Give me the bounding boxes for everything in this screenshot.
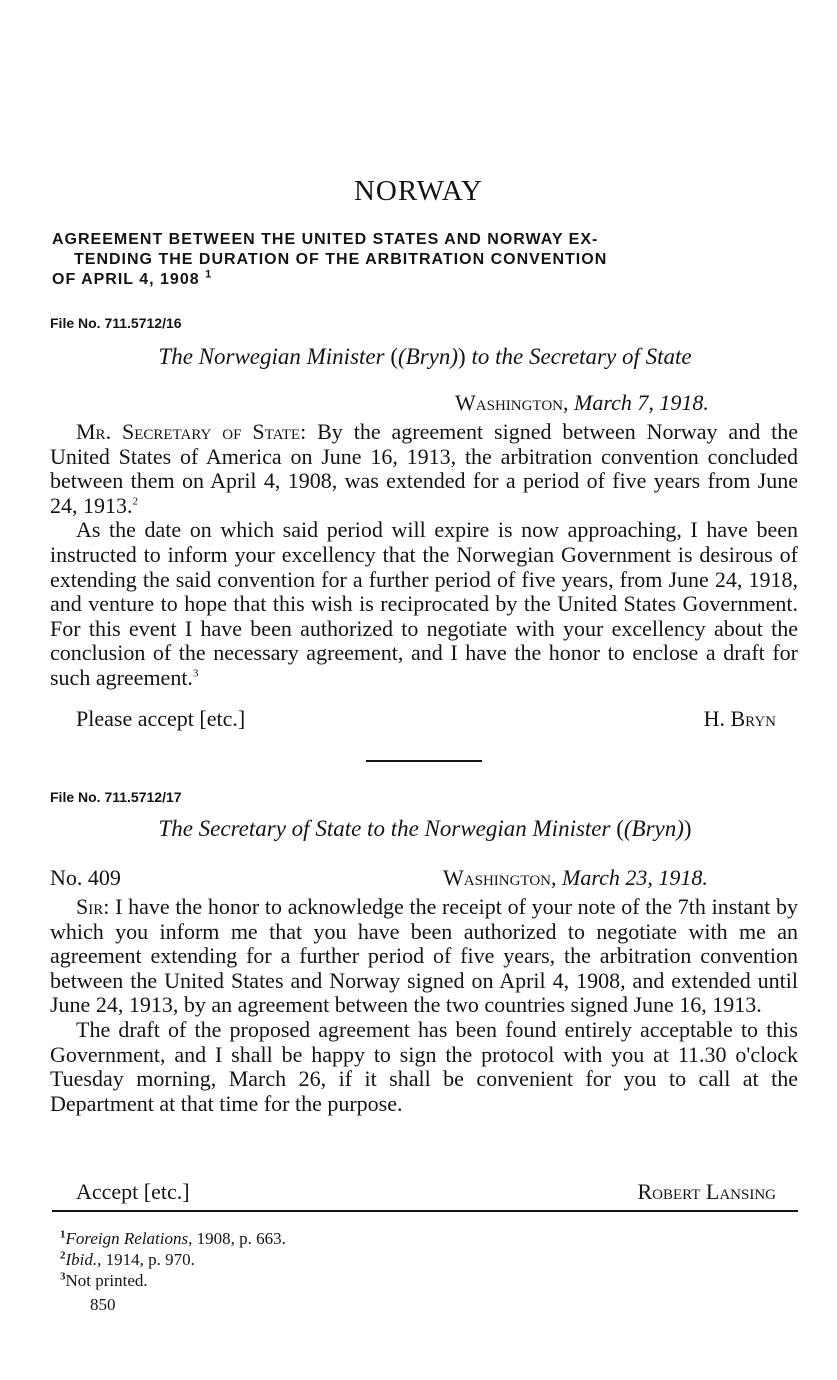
footnote-ref-2: 2 [132,495,138,508]
file-number-2: File No. 711.5712/17 [50,789,182,805]
letter-1-paragraph-1: Mr. Secretary of State: By the agreement signed between Norway and the United States of America on June 16, 1913, the arbitration convention concluded between them on April 4, 1908, was extended for a period of five years from June 24, 1913.$^2$ [50,419,798,518]
footnotes [60,1228,286,1291]
letter-2-p1-text: I have the honor to acknowledge the receipt of your note of the 7th instant by which you inform me that you have been authorized to negotiate with me an agreement extending for a further period of five years, the arbitration convention between the United States and Norway signed on April 4, 1908, and extended until June 24, 1913, by an agreement between the two countries signed June 16, 1913. [50,894,798,1018]
footnote-1-text: 1908, p. 663. [192,1229,286,1248]
footnote-2-source: Ibid., [65,1250,102,1269]
letter-1-closing [76,706,776,732]
letter-1-closing-text: Please accept [etc.] [76,706,246,731]
letter-2-p2-text: The draft of the proposed agreement has been found entirely acceptable to this Government, and I shall be happy to sign the protocol with you at 11.30 o'clock Tuesday morning, March 26, if it shall be convenient for you to call at the Department at that time for the purpose. [50,1016,798,1116]
letter-1-p2-text: As the date on which said period will expire is now approaching, I have been instructed to inform your excellency that the Norwegian Government is desirous of extending the said convention for a further period of five years, from June 24, 1918, and venture to hope that this wish is reciprocated by the United States Government. For this event I have been authorized to negotiate with your excellency about the conclusion of the necessary agreement, and I have the honor to enclose a draft for such agreement. [50,517,798,690]
footnote-1-mark: 1 [60,1228,66,1241]
letter-2-title: The Secretary of State to the Norwegian Minister ((Bryn)) [158,816,692,841]
heading-line-1: AGREEMENT BETWEEN THE UNITED STATES AND NORWAY EX- [52,231,599,248]
letter-1-signature: H. Bryn [703,706,776,731]
footnote-2 [60,1249,286,1270]
letter-2-closing-text: Accept [etc.] [76,1179,190,1204]
file-number-1: File No. 711.5712/16 [50,315,182,331]
letter-2-closing [76,1179,776,1205]
heading-line-2: TENDING THE DURATION OF THE ARBITRATION CONVENTION [74,251,608,268]
letter-1-salutation: Mr. Secretary of State [76,419,301,444]
letter-2-date: March 23, 1918. [562,865,708,890]
page-number: 850 [90,1295,116,1314]
heading-line-3 [52,270,800,290]
footnote-ref-3: 3 [192,667,199,680]
letter-2-title-a: The Secretary of State to the Norwegian Minister [158,816,611,841]
letter-1-title: The Norwegian Minister ((Bryn)) to the Secretary of State [158,344,692,369]
section-heading [52,230,800,290]
footnote-3-text: Not printed. [65,1271,148,1290]
letter-2-paragraph-2 [50,1018,798,1116]
letter-2-dateline [443,865,708,891]
letter-divider [366,760,482,762]
letter-1-title-a: The Norwegian Minister [158,344,385,369]
letter-1-paragraph-2 [50,518,798,690]
letter-1-body [50,420,798,691]
footnote-2-mark: 2 [60,1249,66,1262]
footnote-ref-1: 1 [205,268,213,281]
footnote-1 [60,1228,286,1249]
letter-2-salutation: Sir [76,894,104,919]
letter-1-date: March 7, 1918. [574,390,709,415]
footnote-1-source: Foreign Relations, [65,1229,193,1248]
letter-1-place: Washington, [455,390,569,415]
letter-2-signature: Robert Lansing [637,1179,776,1204]
letter-2-number: No. 409 [50,865,121,890]
letter-2-title-b: (Bryn) [623,816,684,841]
letter-1-title-b: (Bryn) [398,344,459,369]
heading-line-3-text: OF APRIL 4, 1908 [52,271,200,288]
letter-2-place: Washington, [443,865,557,890]
footnote-3-mark: 3 [60,1270,66,1283]
letter-1-title-c: to the Secretary of State [471,344,692,369]
footnote-3 [60,1270,286,1291]
letter-2-body [50,895,798,1116]
country-heading: NORWAY [353,175,483,207]
letter-2-paragraph-1: Sir: I have the honor to acknowledge the receipt of your note of the 7th instant by which you inform me that you have been authorized to negotiate with me an agreement extending for a further period of five years, the arbitration convention between the United States and Norway signed on April 4, 1908, and extended until June 24, 1913, by an agreement between the two countries signed June 16, 1913. [50,894,798,1018]
footnote-2-text: 1914, p. 970. [101,1250,195,1269]
letter-1-dateline [455,390,709,416]
letter-1-p1-text: By the agreement signed between Norway and the United States of America on June 16, 1913, the arbitration convention concluded between them on April 4, 1908, was extended for a period of five years from June 24, 1913. [50,419,798,518]
footnote-divider [52,1210,798,1212]
